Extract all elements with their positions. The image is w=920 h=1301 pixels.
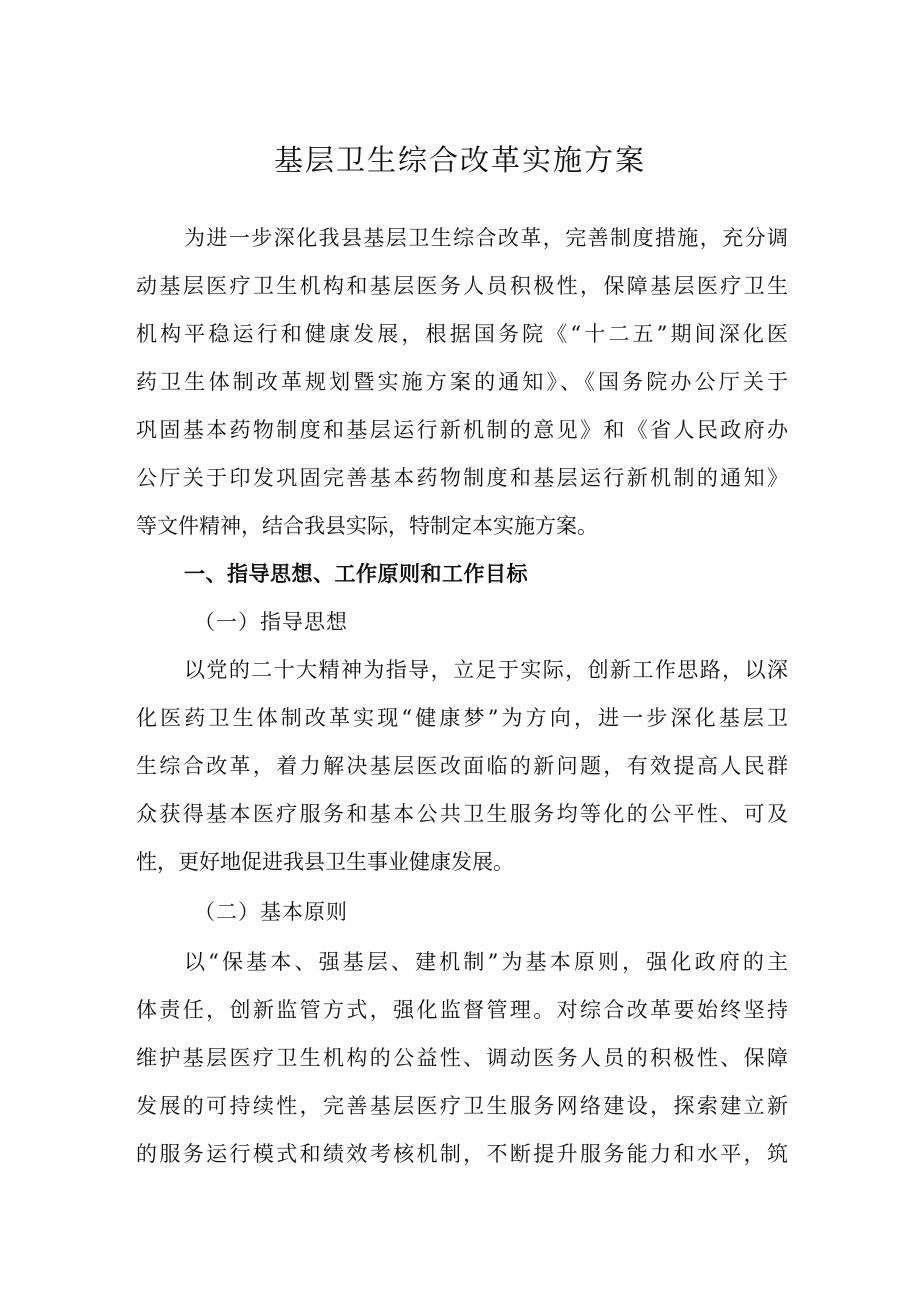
section-heading: 一、指导思想、工作原则和工作目标 xyxy=(184,562,528,586)
paragraph-line: 的服务运行模式和绩效考核机制，不断提升服务能力和水平，筑 xyxy=(136,1142,788,1166)
subsection-heading: （一）指导思想 xyxy=(194,610,348,634)
paragraph-line: 体责任，创新监管方式，强化监督管理。对综合改革要始终坚持 xyxy=(136,998,788,1022)
intro-line: 机构平稳运行和健康发展，根据国务院《“十二五”期间深化医 xyxy=(136,322,788,346)
paragraph-line: 众获得基本医疗服务和基本公共卫生服务均等化的公平性、可及 xyxy=(136,802,788,826)
paragraph-line: 以“保基本、强基层、建机制”为基本原则，强化政府的主 xyxy=(184,950,788,974)
intro-line: 巩固基本药物制度和基层运行新机制的意见》和《省人民政府办 xyxy=(136,418,788,442)
document-title: 基层卫生综合改革实施方案 xyxy=(273,143,646,177)
intro-line: 为进一步深化我县基层卫生综合改革，完善制度措施，充分调 xyxy=(184,226,788,250)
paragraph-line: 以党的二十大精神为指导，立足于实际，创新工作思路，以深 xyxy=(184,658,788,682)
intro-line: 动基层医疗卫生机构和基层医务人员积极性，保障基层医疗卫生 xyxy=(136,274,788,298)
subsection-heading: （二）基本原则 xyxy=(194,900,348,924)
paragraph-line: 发展的可持续性，完善基层医疗卫生服务网络建设，探索建立新 xyxy=(136,1094,788,1118)
paragraph-line: 生综合改革，着力解决基层医改面临的新问题，有效提高人民群 xyxy=(136,754,788,778)
paragraph-line: 性，更好地促进我县卫生事业健康发展。 xyxy=(136,850,514,874)
intro-line: 公厅关于印发巩固完善基本药物制度和基层运行新机制的通知》 xyxy=(136,466,788,490)
intro-line: 等文件精神，结合我县实际，特制定本实施方案。 xyxy=(136,514,598,538)
intro-line: 药卫生体制改革规划暨实施方案的通知》、《国务院办公厅关于 xyxy=(136,370,788,394)
paragraph-line: 维护基层医疗卫生机构的公益性、调动医务人员的积极性、保障 xyxy=(136,1046,788,1070)
paragraph-line: 化医药卫生体制改革实现“健康梦”为方向，进一步深化基层卫 xyxy=(136,706,788,730)
